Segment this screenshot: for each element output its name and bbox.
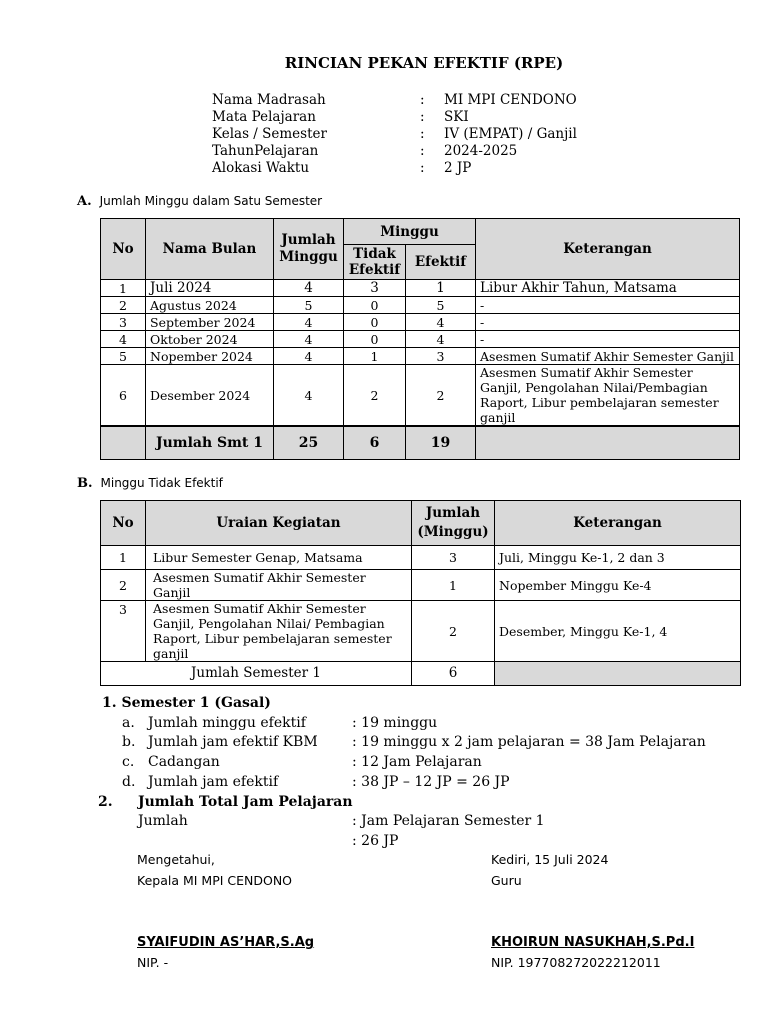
- sig-right-line1: Kediri, 15 Juli 2024: [491, 852, 609, 867]
- total-jumlah: 6: [412, 662, 495, 686]
- item-value: : 12 Jam Pelajaran: [352, 754, 482, 771]
- item-label: Jumlah jam efektif KBM: [148, 734, 318, 751]
- cell-no: 5: [101, 348, 146, 365]
- item-value: : 19 minggu: [352, 714, 438, 731]
- cell-tidak-efektif: 0: [344, 331, 406, 348]
- cell-keterangan: Libur Akhir Tahun, Matsama: [476, 280, 740, 297]
- identity-row: [212, 126, 692, 143]
- jumlah-label: Jumlah: [138, 813, 188, 830]
- header-keterangan: Keterangan: [495, 501, 741, 546]
- identity-value: 2 JP: [444, 160, 472, 176]
- item-label: Cadangan: [148, 754, 220, 771]
- section-a-label: Jumlah Minggu dalam Satu Semester: [99, 194, 323, 208]
- cell-no: 2: [101, 570, 146, 601]
- identity-label: TahunPelajaran: [212, 143, 319, 159]
- section-a-letter: A.: [77, 194, 92, 209]
- cell-efektif: 2: [406, 365, 476, 427]
- identity-colon: :: [420, 160, 425, 176]
- cell-no: 1: [101, 280, 146, 297]
- cell-jumlah: 4: [274, 348, 344, 365]
- cell-tidak-efektif: 1: [344, 348, 406, 365]
- identity-value: SKI: [444, 109, 469, 125]
- total-jumlah: 25: [274, 426, 344, 460]
- cell-efektif: 4: [406, 314, 476, 331]
- table-row: [101, 314, 740, 331]
- summary-total-heading: [98, 793, 738, 813]
- cell-keterangan: Juli, Minggu Ke-1, 2 dan 3: [495, 546, 741, 570]
- item-label: Jumlah minggu efektif: [148, 714, 306, 731]
- table-row: [101, 331, 740, 348]
- cell-no: 3: [101, 601, 146, 662]
- cell-efektif: 5: [406, 297, 476, 314]
- identity-label: Kelas / Semester: [212, 126, 327, 142]
- table-row: [101, 601, 741, 662]
- cell-bulan: Agustus 2024: [146, 297, 274, 314]
- table-minggu-semester: [100, 218, 740, 460]
- sig-left-name: SYAIFUDIN AS’HAR,S.Ag: [137, 935, 315, 950]
- cell-empty: [495, 662, 741, 686]
- cell-jumlah: 3: [412, 546, 495, 570]
- total-label: Jumlah Smt 1: [146, 426, 274, 460]
- sig-right-name: KHOIRUN NASUKHAH,S.Pd.I: [491, 935, 695, 950]
- identity-colon: :: [420, 92, 425, 108]
- jumlah-value: : Jam Pelajaran Semester 1: [352, 813, 545, 830]
- cell-jumlah: 4: [274, 314, 344, 331]
- summary-semester-heading: [98, 694, 738, 714]
- cell-jumlah: 4: [274, 280, 344, 297]
- header-efektif: Efektif: [406, 245, 476, 280]
- total-efektif: 19: [406, 426, 476, 460]
- item-letter: a.: [122, 714, 135, 731]
- identity-row: [212, 92, 692, 109]
- total-label: Jumlah Semester 1: [101, 662, 412, 686]
- cell-keterangan: Asesmen Sumatif Akhir Semester Ganjil, Pengolahan Nilai/Pembagian Raport, Libur pembelajaran semester ganjil: [476, 365, 740, 427]
- cell-bulan: September 2024: [146, 314, 274, 331]
- document-title: RINCIAN PEKAN EFEKTIF (RPE): [284, 54, 564, 72]
- identity-value: MI MPI CENDONO: [444, 92, 577, 108]
- item-value: : 38 JP – 12 JP = 26 JP: [352, 773, 510, 790]
- identity-label: Alokasi Waktu: [212, 160, 310, 176]
- summary-item: [98, 714, 738, 734]
- header-tidak-efektif: Tidak Efektif: [344, 245, 406, 280]
- cell-bulan: Nopember 2024: [146, 348, 274, 365]
- item-label: Jumlah jam efektif: [148, 773, 279, 790]
- identity-value: 2024-2025: [444, 143, 518, 159]
- cell-jumlah: 2: [412, 601, 495, 662]
- total-row: [101, 662, 741, 686]
- table-minggu-tidak-efektif: [100, 500, 741, 686]
- header-keterangan: Keterangan: [476, 219, 740, 280]
- cell-keterangan: -: [476, 331, 740, 348]
- summary-jumlah-row: [98, 832, 738, 852]
- cell-uraian: Asesmen Sumatif Akhir Semester Ganjil, Pengolahan Nilai/ Pembagian Raport, Libur pembelajaran semester ganjil: [146, 601, 412, 662]
- summary-jumlah-row: [98, 812, 738, 832]
- cell-uraian: Asesmen Sumatif Akhir Semester Ganjil: [146, 570, 412, 601]
- cell-efektif: 4: [406, 331, 476, 348]
- table-row: [101, 280, 740, 297]
- cell-tidak-efektif: 3: [344, 280, 406, 297]
- cell-uraian: Libur Semester Genap, Matsama: [146, 546, 412, 570]
- cell-no: 4: [101, 331, 146, 348]
- section-b-letter: B.: [77, 476, 93, 491]
- summary-semester-title: Semester 1 (Gasal): [121, 695, 271, 711]
- cell-empty: [101, 426, 146, 460]
- total-tidak-efektif: 6: [344, 426, 406, 460]
- sig-right-line2: Guru: [491, 873, 522, 888]
- cell-jumlah: 1: [412, 570, 495, 601]
- cell-efektif: 1: [406, 280, 476, 297]
- cell-tidak-efektif: 0: [344, 297, 406, 314]
- section-b-heading: [77, 476, 223, 491]
- cell-jumlah: 4: [274, 331, 344, 348]
- cell-tidak-efektif: 2: [344, 365, 406, 427]
- summary-block: [98, 694, 738, 852]
- cell-keterangan: Asesmen Sumatif Akhir Semester Ganjil: [476, 348, 740, 365]
- section-a-heading: [77, 194, 322, 209]
- cell-empty: [476, 426, 740, 460]
- header-no: No: [101, 501, 146, 546]
- summary-num: 1.: [102, 695, 117, 711]
- total-row: [101, 426, 740, 460]
- table-row: [101, 365, 740, 427]
- cell-efektif: 3: [406, 348, 476, 365]
- item-letter: c.: [122, 754, 135, 771]
- table-row: [101, 570, 741, 601]
- identity-label: Nama Madrasah: [212, 92, 326, 108]
- header-jumlah-minggu: Jumlah (Minggu): [412, 501, 495, 546]
- cell-keterangan: -: [476, 314, 740, 331]
- item-letter: d.: [122, 773, 136, 790]
- item-letter: b.: [122, 734, 136, 751]
- identity-value: IV (EMPAT) / Ganjil: [444, 126, 577, 142]
- sig-left-line2: Kepala MI MPI CENDONO: [137, 873, 293, 888]
- table-row: [101, 297, 740, 314]
- cell-no: 6: [101, 365, 146, 427]
- cell-jumlah: 4: [274, 365, 344, 427]
- signature-left: [137, 852, 314, 970]
- table-row: [101, 546, 741, 570]
- summary-item: [98, 773, 738, 793]
- identity-row: [212, 143, 692, 160]
- summary-item: [98, 753, 738, 773]
- sig-left-nip: NIP. -: [137, 955, 169, 970]
- identity-colon: :: [420, 143, 425, 159]
- cell-bulan: Juli 2024: [146, 280, 274, 297]
- section-b-label: Minggu Tidak Efektif: [100, 476, 223, 490]
- summary-item: [98, 733, 738, 753]
- cell-no: 1: [101, 546, 146, 570]
- header-no: No: [101, 219, 146, 280]
- summary-total-title: Jumlah Total Jam Pelajaran: [138, 793, 353, 810]
- sig-right-nip: NIP. 197708272022212011: [491, 955, 661, 970]
- signature-right: [491, 852, 694, 970]
- cell-bulan: Desember 2024: [146, 365, 274, 427]
- item-value: : 19 minggu x 2 jam pelajaran = 38 Jam Pelajaran: [352, 734, 706, 751]
- cell-no: 3: [101, 314, 146, 331]
- cell-jumlah: 5: [274, 297, 344, 314]
- header-uraian: Uraian Kegiatan: [146, 501, 412, 546]
- header-nama-bulan: Nama Bulan: [146, 219, 274, 280]
- identity-colon: :: [420, 109, 425, 125]
- sig-left-line1: Mengetahui,: [137, 852, 215, 867]
- cell-tidak-efektif: 0: [344, 314, 406, 331]
- cell-bulan: Oktober 2024: [146, 331, 274, 348]
- table-row: [101, 348, 740, 365]
- summary-num: 2.: [98, 793, 113, 810]
- cell-no: 2: [101, 297, 146, 314]
- identity-row: [212, 109, 692, 126]
- cell-keterangan: -: [476, 297, 740, 314]
- identity-label: Mata Pelajaran: [212, 109, 316, 125]
- cell-keterangan: Nopember Minggu Ke-4: [495, 570, 741, 601]
- identity-row: [212, 160, 692, 177]
- identity-block: [212, 92, 692, 177]
- jumlah-value: : 26 JP: [352, 832, 399, 849]
- header-minggu: Minggu: [344, 219, 476, 245]
- identity-colon: :: [420, 126, 425, 142]
- header-jumlah-minggu: Jumlah Minggu: [274, 219, 344, 280]
- cell-keterangan: Desember, Minggu Ke-1, 4: [495, 601, 741, 662]
